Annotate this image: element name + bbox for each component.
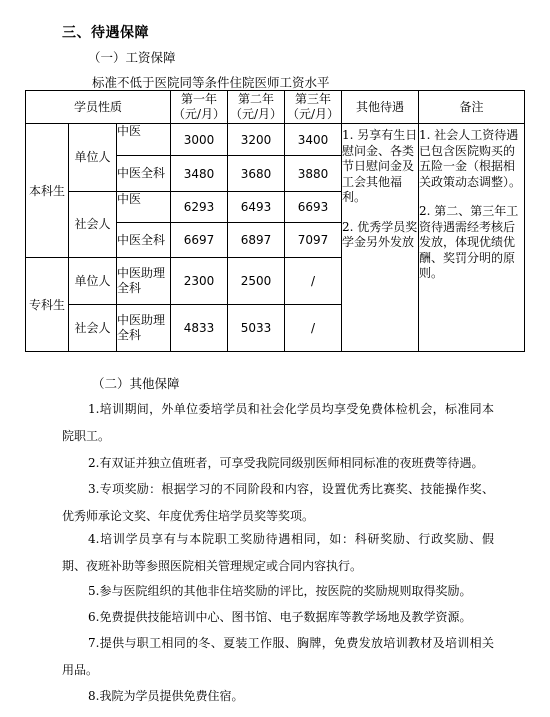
year2-cell: 6897 (228, 223, 285, 258)
group-label: 专科生 (26, 258, 69, 352)
subgroup-label: 社会人 (69, 192, 117, 258)
major-cell: 中医助理全科 (117, 258, 171, 305)
year2-cell: 3200 (228, 124, 285, 156)
table-header-row (26, 91, 525, 124)
header-remarks: 备注 (419, 91, 525, 124)
year2-cell: 6493 (228, 192, 285, 223)
other-benefits-cell (342, 124, 419, 352)
major-cell: 中医 (117, 192, 171, 223)
subgroup-label: 社会人 (69, 305, 117, 352)
subsection-title-other: （二）其他保障 (92, 376, 180, 391)
year2-cell: 5033 (228, 305, 285, 352)
remarks-cell (419, 124, 525, 352)
paragraph-5: 5.参与医院组织的其他非住培奖励的评比，按医院的奖励规则取得奖励。 (88, 584, 472, 598)
remark-item: 2. 第二、第三年工资待遇需经考核后发放，体现优绩优酬、奖罚分明的原则。 (419, 204, 519, 280)
year3-cell: 3880 (285, 156, 342, 192)
year1-cell: 4833 (171, 305, 228, 352)
subsection-title-salary: （一）工资保障 (88, 50, 176, 65)
other-benefit-item: 1. 另享有生日慰问金、各类节日慰问金及工会其他福利。 (342, 128, 418, 204)
header-year1: 第一年（元/月） (171, 91, 228, 124)
year3-cell: 3400 (285, 124, 342, 156)
year1-cell: 2300 (171, 258, 228, 305)
year3-cell: 7097 (285, 223, 342, 258)
subgroup-label: 单位人 (69, 124, 117, 192)
year3-cell: 6693 (285, 192, 342, 223)
year1-cell: 3000 (171, 124, 228, 156)
salary-table (25, 90, 525, 352)
major-cell: 中医助理全科 (117, 305, 171, 352)
major-cell: 中医全科 (117, 223, 171, 258)
paragraph-2: 2.有双证并独立值班者，可享受我院同级别医师相同标准的夜班费等待遇。 (88, 456, 484, 470)
header-year3: 第三年（元/月） (285, 91, 342, 124)
paragraph-3: 3.专项奖励：根据学习的不同阶段和内容，设置优秀比赛奖、技能操作奖、优秀师承论文奖、年度优秀住培学员奖等奖项。 (62, 482, 494, 523)
paragraph-4: 4.培训学员享有与本院职工奖励待遇相同，如：科研奖励、行政奖励、假期、夜班补助等参照医院相关管理规定或合同内容执行。 (62, 532, 494, 573)
section-title: 三、待遇保障 (62, 25, 149, 41)
paragraph-1: 1.培训期间，外单位委培学员和社会化学员均享受免费体检机会，标准同本院职工。 (62, 402, 494, 443)
year3-cell: / (285, 258, 342, 305)
header-year2: 第二年（元/月） (228, 91, 285, 124)
header-trainee-type: 学员性质 (26, 91, 171, 124)
year1-cell: 6293 (171, 192, 228, 223)
header-other-benefits: 其他待遇 (342, 91, 419, 124)
table-caption: 标准不低于医院同等条件住院医师工资水平 (92, 75, 330, 90)
major-cell: 中医全科 (117, 156, 171, 192)
year2-cell: 3680 (228, 156, 285, 192)
year1-cell: 6697 (171, 223, 228, 258)
major-cell: 中医 (117, 124, 171, 156)
year2-cell: 2500 (228, 258, 285, 305)
year3-cell: / (285, 305, 342, 352)
paragraph-7: 7.提供与职工相同的冬、夏装工作服、胸牌，免费发放培训教材及培训相关用品。 (62, 636, 494, 677)
paragraph-8: 8.我院为学员提供免费住宿。 (88, 689, 244, 703)
year1-cell: 3480 (171, 156, 228, 192)
other-benefit-item: 2. 优秀学员奖学金另外发放 (342, 219, 418, 249)
remark-item: 1. 社会人工资待遇已包含医院购买的五险一金（根据相关政策动态调整）。 (419, 128, 522, 189)
paragraph-6: 6.免费提供技能培训中心、图书馆、电子数据库等教学场地及教学资源。 (88, 610, 472, 624)
subgroup-label: 单位人 (69, 258, 117, 305)
table-row (26, 124, 525, 156)
group-label: 本科生 (26, 124, 69, 258)
